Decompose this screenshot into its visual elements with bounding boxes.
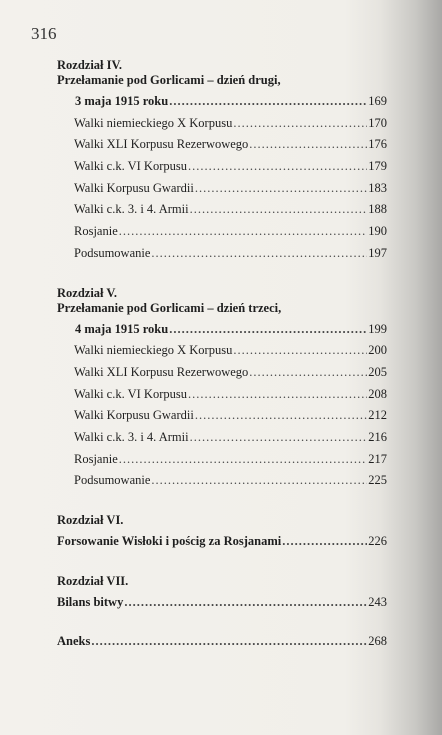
page-ref: 225	[368, 473, 387, 488]
toc-entry: 3 maja 1915 roku ..... 169	[57, 88, 387, 110]
chapter-label: Rozdział IV.	[57, 58, 123, 72]
leader-dots	[233, 343, 367, 358]
leader-dots	[188, 387, 367, 402]
leader-dots	[124, 595, 367, 610]
page-ref: 226	[368, 534, 387, 548]
page-ref: 169	[368, 94, 387, 108]
leader-dots	[249, 365, 367, 380]
leader-dots	[195, 408, 367, 423]
page-ref: 205	[368, 364, 387, 379]
leader-dots	[190, 202, 368, 217]
page-ref: 268	[368, 634, 387, 649]
toc-entry: Walki c.k. 3. i 4. Armii ..... 216	[57, 424, 387, 446]
page-ref: 216	[368, 429, 387, 444]
toc-entry: Walki niemieckiego X Korpusu ..... 200	[57, 337, 387, 359]
page-ref: 183	[368, 180, 387, 195]
page-ref: 243	[368, 594, 387, 609]
chapter-label: Rozdział VII.	[57, 573, 129, 588]
spacer	[57, 550, 387, 574]
toc-entry: Rosjanie ..... 217	[57, 446, 387, 468]
page-ref: 188	[368, 202, 387, 217]
leader-dots	[195, 181, 367, 196]
leader-dots	[190, 430, 368, 445]
page-ref: 190	[368, 224, 387, 239]
page-ref: 200	[368, 343, 387, 358]
toc-entry: Walki c.k. VI Korpusu ..... 208	[57, 381, 387, 403]
toc-entry: Podsumowanie ..... 197	[57, 240, 387, 262]
page-ref: 179	[368, 159, 387, 174]
page-ref: 197	[368, 245, 387, 260]
leader-dots	[249, 137, 367, 152]
chapter-label: Rozdział VI.	[57, 513, 124, 527]
toc-entry: Walki niemieckiego X Korpusu ..... 170	[57, 110, 387, 132]
leader-dots	[151, 246, 367, 261]
toc-entry-aneks: Aneks ..... 268	[57, 628, 387, 650]
toc-entry: Walki XLI Korpusu Rezerwowego ..... 176	[57, 131, 387, 153]
leader-dots	[119, 224, 368, 239]
leader-dots	[169, 94, 367, 109]
leader-dots	[282, 534, 367, 549]
page-ref: 199	[368, 321, 387, 336]
chapter-title: Przełamanie pod Gorlicami – dzień trzeci,	[57, 300, 282, 315]
chapter-5	[57, 286, 387, 490]
spacer	[57, 489, 387, 513]
page-ref: 208	[368, 386, 387, 401]
chapter-4	[57, 58, 387, 262]
toc-entry: Forsowanie Wisłoki i pościg za Rosjanami ..... 226	[57, 528, 387, 550]
chapter-label: Rozdział V.	[57, 285, 117, 300]
chapter-6	[57, 513, 387, 550]
toc-entry: Bilans bitwy ..... 243	[57, 589, 387, 611]
spacer	[57, 262, 387, 286]
toc-entry: Walki c.k. VI Korpusu ..... 179	[57, 153, 387, 175]
chapter-title: Przełamanie pod Gorlicami – dzień drugi,	[57, 73, 281, 87]
leader-dots	[119, 452, 368, 467]
leader-dots	[233, 116, 367, 131]
toc-entry: 4 maja 1915 roku ..... 199	[57, 316, 387, 338]
chapter-7	[57, 574, 387, 611]
page-number: 316	[31, 24, 57, 43]
page-ref: 217	[368, 451, 387, 466]
leader-dots	[91, 634, 367, 649]
page-ref: 212	[368, 408, 387, 423]
leader-dots	[188, 159, 367, 174]
toc-entry: Walki c.k. 3. i 4. Armii ..... 188	[57, 196, 387, 218]
leader-dots	[151, 473, 367, 488]
page-ref: 170	[368, 115, 387, 130]
table-of-contents	[57, 58, 387, 650]
page-ref: 176	[368, 137, 387, 152]
spacer	[57, 610, 387, 628]
toc-entry: Rosjanie ..... 190	[57, 218, 387, 240]
toc-entry: Walki XLI Korpusu Rezerwowego ..... 205	[57, 359, 387, 381]
toc-entry: Walki Korpusu Gwardii ..... 183	[57, 175, 387, 197]
leader-dots	[169, 322, 367, 337]
toc-entry: Walki Korpusu Gwardii ..... 212	[57, 402, 387, 424]
toc-entry: Podsumowanie ..... 225	[57, 467, 387, 489]
